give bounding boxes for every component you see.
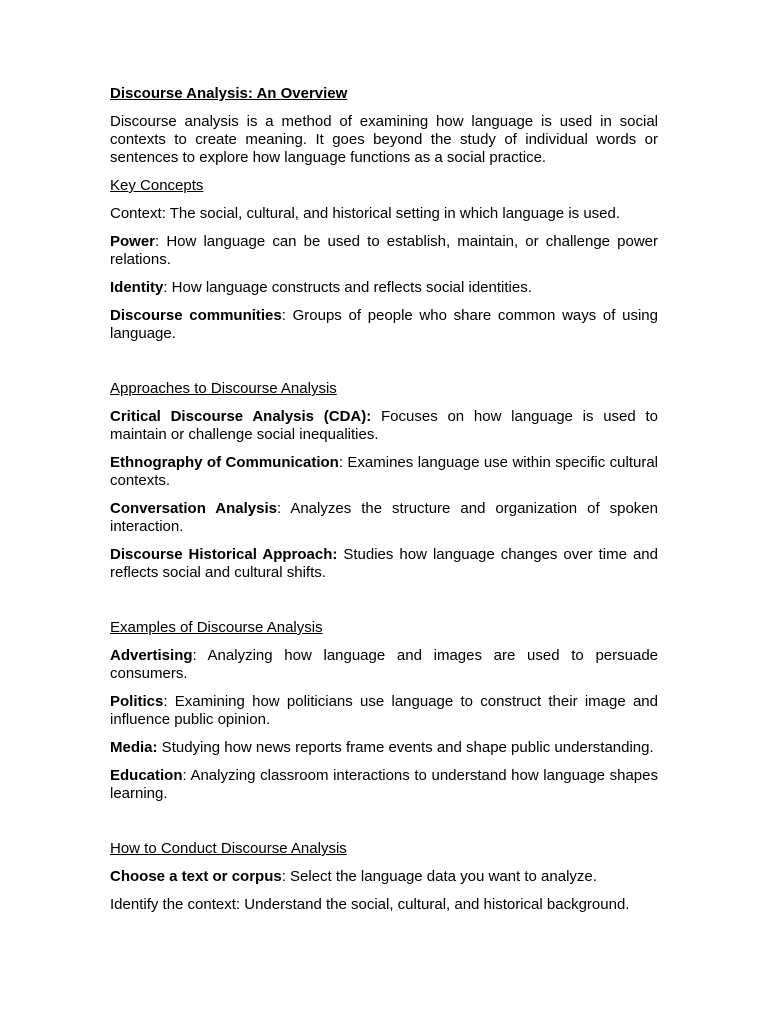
item-text: Studies how language changes over time and reflects social and cultural shifts. bbox=[110, 546, 658, 581]
section-spacer bbox=[110, 353, 658, 380]
item-text: : How language constructs and reflects social identities. bbox=[163, 279, 532, 296]
intro-paragraph: Discourse analysis is a method of examining how language is used in social contexts to create meaning. It goes beyond the study of individual words or sentences to explore how language functions as a social practice. bbox=[110, 113, 658, 166]
item-text: Context: The social, cultural, and historical setting in which language is used. bbox=[110, 205, 621, 222]
step-choose-text bbox=[110, 868, 658, 886]
example-education bbox=[110, 767, 658, 803]
document-title: Discourse Analysis: An Overview bbox=[110, 85, 348, 102]
item-text: : How language can be used to establish, maintain, or challenge power relations. bbox=[110, 233, 658, 268]
document-body bbox=[110, 85, 658, 924]
item-term: Identity bbox=[110, 279, 164, 296]
approach-discourse-historical bbox=[110, 546, 658, 582]
concept-identity bbox=[110, 279, 658, 297]
item-text: : Select the language data you want to analyze. bbox=[281, 868, 597, 885]
item-term: Critical Discourse Analysis (CDA): bbox=[110, 408, 372, 425]
item-text: : Examines language use within specific cultural contexts. bbox=[110, 454, 658, 489]
section-heading-how-to: How to Conduct Discourse Analysis bbox=[110, 840, 347, 857]
example-media bbox=[110, 739, 658, 757]
approach-conversation-analysis bbox=[110, 500, 658, 536]
item-text: Studying how news reports frame events and shape public understanding. bbox=[157, 739, 654, 756]
section-heading-examples: Examples of Discourse Analysis bbox=[110, 619, 323, 636]
step-identify-context bbox=[110, 896, 658, 914]
concept-context bbox=[110, 205, 658, 223]
section-heading-key-concepts: Key Concepts bbox=[110, 177, 204, 194]
item-text: : Analyzes the structure and organization of spoken interaction. bbox=[110, 500, 658, 535]
item-text: : Analyzing classroom interactions to understand how language shapes learning. bbox=[110, 767, 658, 802]
section-spacer bbox=[110, 592, 658, 619]
item-text: : Examining how politicians use language to construct their image and influence public opinion. bbox=[110, 693, 658, 728]
approach-cda bbox=[110, 408, 658, 444]
item-term: Ethnography of Communication bbox=[110, 454, 339, 471]
concept-power bbox=[110, 233, 658, 269]
approach-ethnography bbox=[110, 454, 658, 490]
example-advertising bbox=[110, 647, 658, 683]
item-text: Identify the context: Understand the social, cultural, and historical background. bbox=[110, 896, 630, 913]
item-term: Discourse communities bbox=[110, 307, 282, 324]
item-text: Focuses on how language is used to maintain or challenge social inequalities. bbox=[110, 408, 658, 443]
concept-discourse-communities bbox=[110, 307, 658, 343]
item-term: Conversation Analysis bbox=[110, 500, 277, 517]
item-term: Power bbox=[110, 233, 156, 250]
item-term: Media: bbox=[110, 739, 158, 756]
item-text: : Analyzing how language and images are used to persuade consumers. bbox=[110, 647, 658, 682]
section-spacer bbox=[110, 813, 658, 840]
item-term: Education bbox=[110, 767, 183, 784]
section-heading-approaches: Approaches to Discourse Analysis bbox=[110, 380, 337, 397]
item-text: : Groups of people who share common ways of using language. bbox=[110, 307, 658, 342]
item-term: Choose a text or corpus bbox=[110, 868, 282, 885]
example-politics bbox=[110, 693, 658, 729]
item-term: Advertising bbox=[110, 647, 193, 664]
item-term: Discourse Historical Approach: bbox=[110, 546, 338, 563]
item-term: Politics bbox=[110, 693, 164, 710]
